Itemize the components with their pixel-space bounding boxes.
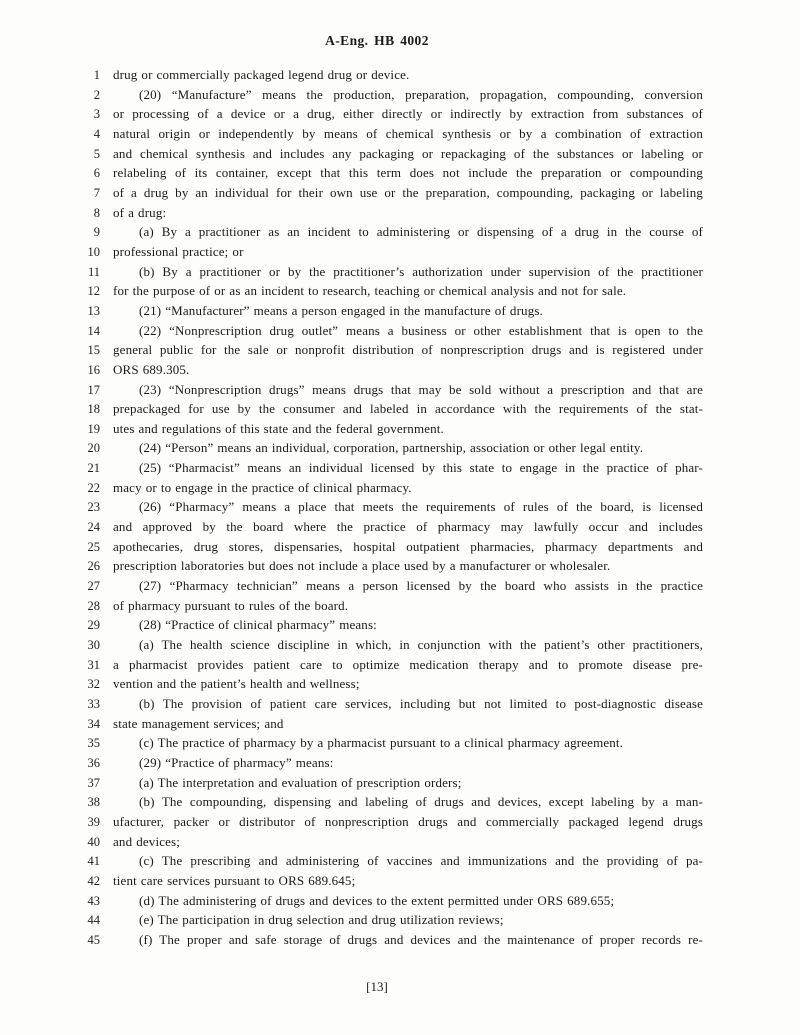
text-line (0, 753, 800, 773)
text-line (0, 144, 800, 164)
text-line (0, 910, 800, 930)
text-line (0, 321, 800, 341)
text-line (0, 340, 800, 360)
line-text: (b) By a practitioner or by the practitioner’s authorization under supervision of the practitioner (139, 263, 703, 279)
line-number: 11 (87, 264, 100, 279)
line-number: 24 (87, 520, 100, 535)
text-line (0, 262, 800, 282)
text-line (0, 497, 800, 517)
line-number: 3 (93, 107, 100, 122)
line-text: (29) “Practice of pharmacy” means: (139, 754, 334, 770)
text-line (0, 635, 800, 655)
line-number: 31 (87, 657, 100, 672)
line-text: state management services; and (113, 715, 284, 731)
line-text: drug or commercially packaged legend drug or device. (113, 67, 410, 82)
line-number: 29 (87, 618, 100, 633)
text-line (0, 714, 800, 734)
line-number: 30 (87, 638, 100, 653)
line-text: natural origin or independently by means of chemical synthesis or by a combination of extraction (113, 125, 703, 141)
page-number: [13] (366, 979, 388, 994)
text-line (0, 281, 800, 301)
line-number: 42 (87, 873, 100, 888)
text-line (0, 203, 800, 223)
line-text: for the purpose of or as an incident to research, teaching or chemical analysis and not for sale. (113, 283, 627, 299)
line-number: 26 (87, 559, 100, 574)
line-text: ufacturer, packer or distributor of nonprescription drugs and commercially packaged legend drugs (113, 813, 703, 829)
line-text: (22) “Nonprescription drug outlet” means a business or other establishment that is open to the (139, 322, 703, 338)
line-text: (20) “Manufacture” means the production, preparation, propagation, compounding, conversion (139, 86, 703, 102)
line-number: 19 (87, 421, 100, 436)
line-text: of pharmacy pursuant to rules of the board. (113, 597, 349, 613)
line-text: or processing of a device or a drug, either directly or indirectly by extraction from substances of (113, 106, 703, 122)
line-text: and chemical synthesis and includes any packaging or repackaging of the substances or labeling or (113, 145, 703, 161)
text-line (0, 891, 800, 911)
text-line (0, 222, 800, 242)
line-text: (23) “Nonprescription drugs” means drugs that may be sold without a prescription and that are (139, 381, 703, 397)
line-number: 15 (87, 343, 100, 358)
line-number: 7 (93, 185, 100, 200)
line-text: relabeling of its container, except that this term does not include the preparation or compounding (113, 165, 703, 181)
document-body (0, 65, 800, 950)
text-line (0, 65, 800, 85)
text-line (0, 124, 800, 144)
text-line (0, 812, 800, 832)
line-number: 43 (87, 893, 100, 908)
text-line (0, 655, 800, 675)
line-number: 6 (93, 166, 100, 181)
line-number: 10 (87, 244, 100, 259)
line-text: (f) The proper and safe storage of drugs and devices and the maintenance of proper records re- (139, 931, 703, 947)
line-number: 20 (87, 441, 100, 456)
text-line (0, 871, 800, 891)
line-number: 35 (87, 736, 100, 751)
text-line (0, 183, 800, 203)
text-line (0, 458, 800, 478)
text-line (0, 478, 800, 498)
text-line (0, 104, 800, 124)
text-line (0, 596, 800, 616)
line-number: 22 (87, 480, 100, 495)
line-text: general public for the sale or nonprofit distribution of nonprescription drugs and is registered under (113, 342, 703, 358)
line-number: 38 (87, 795, 100, 810)
line-number: 5 (93, 146, 100, 161)
line-text: and approved by the board where the practice of pharmacy may lawfully occur and includes (113, 519, 703, 535)
text-line (0, 517, 800, 537)
text-line (0, 773, 800, 793)
text-line (0, 792, 800, 812)
line-text: prescription laboratories but does not include a place used by a manufacturer or wholesaler. (113, 558, 611, 574)
text-line (0, 380, 800, 400)
line-text: (21) “Manufacturer” means a person engaged in the manufacture of drugs. (139, 302, 543, 318)
line-text: (25) “Pharmacist” means an individual licensed by this state to engage in the practice of phar- (139, 460, 703, 476)
line-text: of a drug: (113, 204, 167, 220)
line-number: 39 (87, 814, 100, 829)
text-line (0, 694, 800, 714)
line-number: 37 (87, 775, 100, 790)
text-line (0, 537, 800, 557)
line-number: 12 (87, 284, 100, 299)
line-number: 1 (93, 68, 100, 82)
line-number: 8 (93, 205, 100, 220)
line-number: 27 (87, 579, 100, 594)
line-number: 25 (87, 539, 100, 554)
line-text: (b) The compounding, dispensing and labeling of drugs and devices, except labeling by a man- (139, 794, 703, 810)
text-line (0, 360, 800, 380)
line-text: (b) The provision of patient care services, including but not limited to post-diagnostic disease (139, 696, 703, 711)
line-text: (a) The health science discipline in which, in conjunction with the patient’s other practitioners, (139, 637, 703, 653)
line-number: 45 (87, 932, 100, 947)
line-text: apothecaries, drug stores, dispensaries, hospital outpatient pharmacies, pharmacy departments and (113, 538, 703, 554)
line-text: (24) “Person” means an individual, corporation, partnership, association or other legal entity. (139, 440, 644, 456)
line-text: (c) The prescribing and administering of vaccines and immunizations and the providing of pa- (139, 853, 703, 869)
line-number: 34 (87, 716, 100, 731)
line-number: 2 (93, 87, 100, 102)
line-text: professional practice; or (113, 243, 244, 259)
line-text: of a drug by an individual for their own use or the preparation, compounding, packaging or labeling (113, 184, 703, 200)
line-text: utes and regulations of this state and the federal government. (113, 420, 444, 436)
line-number: 36 (87, 755, 100, 770)
text-line (0, 301, 800, 321)
line-text: and devices; (113, 833, 181, 849)
line-text: vention and the patient’s health and wellness; (113, 676, 360, 692)
line-text: a pharmacist provides patient care to optimize medication therapy and to promote disease pre- (113, 656, 703, 672)
text-line (0, 85, 800, 105)
text-line (0, 733, 800, 753)
line-number: 18 (87, 402, 100, 417)
line-text: macy or to engage in the practice of clinical pharmacy. (113, 479, 412, 495)
line-number: 40 (87, 834, 100, 849)
text-line (0, 438, 800, 458)
text-line (0, 556, 800, 576)
line-text: (26) “Pharmacy” means a place that meets the requirements of rules of the board, is licensed (139, 499, 703, 515)
line-number: 32 (87, 677, 100, 692)
line-number: 16 (87, 362, 100, 377)
line-number: 21 (87, 461, 100, 476)
text-line (0, 930, 800, 950)
line-text: (a) By a practitioner as an incident to administering or dispensing of a drug in the course of (139, 224, 703, 240)
text-line (0, 674, 800, 694)
line-number: 33 (87, 697, 100, 711)
line-number: 23 (87, 500, 100, 515)
text-line (0, 576, 800, 596)
line-text: (e) The participation in drug selection and drug utilization reviews; (139, 912, 504, 928)
line-text: (c) The practice of pharmacy by a pharmacist pursuant to a clinical pharmacy agreement. (139, 735, 624, 751)
text-line (0, 242, 800, 262)
line-number: 4 (93, 126, 100, 141)
text-line (0, 832, 800, 852)
text-line (0, 163, 800, 183)
line-number: 9 (93, 225, 100, 240)
line-text: prepackaged for use by the consumer and labeled in accordance with the requirements of the stat- (113, 401, 703, 417)
line-text: (a) The interpretation and evaluation of prescription orders; (139, 774, 462, 790)
line-text: (d) The administering of drugs and devices to the extent permitted under ORS 689.655; (139, 892, 615, 908)
text-line (0, 399, 800, 419)
line-number: 13 (87, 303, 100, 318)
line-text: (28) “Practice of clinical pharmacy” means: (139, 617, 377, 633)
line-text: tient care services pursuant to ORS 689.645; (113, 872, 356, 888)
line-number: 28 (87, 598, 100, 613)
line-number: 41 (87, 854, 100, 869)
line-number: 44 (87, 913, 100, 928)
line-number: 17 (87, 382, 100, 397)
text-line (0, 851, 800, 871)
text-line (0, 615, 800, 635)
line-number: 14 (87, 323, 100, 338)
line-text: (27) “Pharmacy technician” means a person licensed by the board who assists in the practice (139, 578, 703, 594)
line-text: ORS 689.305. (113, 361, 190, 377)
page-header-title: A-Eng. HB 4002 (325, 33, 429, 48)
text-line (0, 419, 800, 439)
